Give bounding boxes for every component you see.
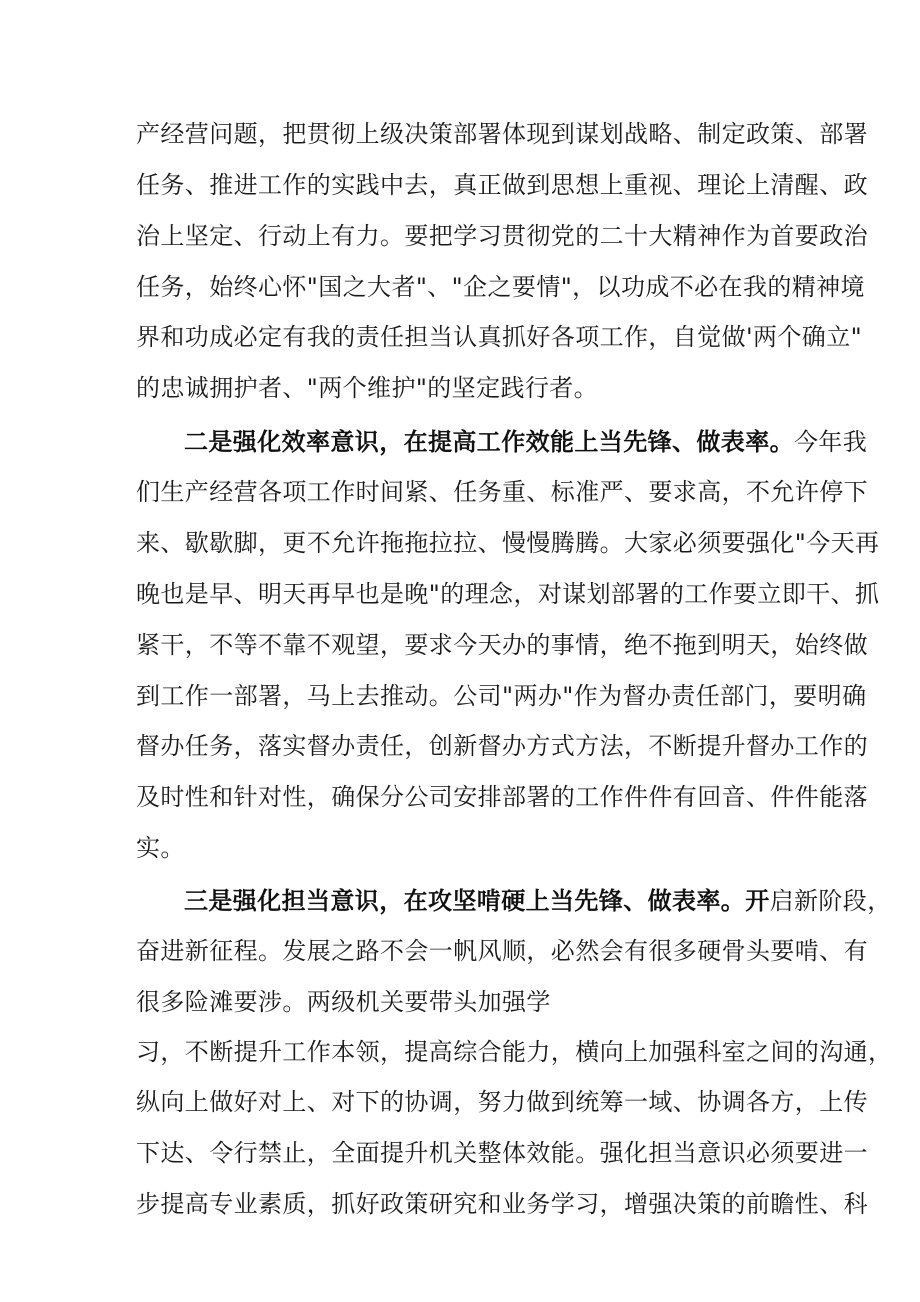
text-line: 习，不断提升工作本领，提高综合能力，横向上加强科室之间的沟通，: [136, 1038, 893, 1066]
text-line: 及时性和针对性，确保分公司安排部署的工作件件有回音、件件能落: [136, 783, 868, 811]
paragraph-3-first-line: [184, 886, 892, 916]
text-line: 步提高专业素质，抓好政策研究和业务学习，增强决策的前瞻性、科: [136, 1190, 868, 1218]
text-line: 的忠诚拥护者、"两个维护"的坚定践行者。: [136, 374, 599, 402]
text-line: 界和功成必定有我的责任担当认真抓好各项工作，自觉做'两个确立": [136, 323, 863, 351]
text-line: 纵向上做好对上、对下的协调，努力做到统筹一域、协调各方，上传: [136, 1088, 868, 1116]
text-line: 实。: [136, 834, 185, 862]
text-line: 很多险滩要涉。两级机关要带头加强学: [136, 988, 551, 1016]
paragraph-2-first-line: [184, 427, 868, 457]
text-line: 督办任务，落实督办责任，创新督办方式方法，不断提升督办工作的: [136, 732, 868, 760]
text-line: 晚也是早、明天再早也是晚"的理念，对谋划部署的工作要立即干、抓: [136, 580, 880, 608]
paragraph-3-heading: 三是强化担当意识，在攻坚啃硬上当先锋、做表率。开: [184, 887, 770, 915]
text-line: 治上坚定、行动上有力。要把学习贯彻党的二十大精神作为首要政治: [136, 222, 868, 250]
text-line: 下达、令行禁止，全面提升机关整体效能。强化担当意识必须要进一: [136, 1139, 868, 1167]
paragraph-2-lead-text: 今年我: [794, 428, 868, 456]
text-line: 任务，始终心怀"国之大者"、"企之要情"，以功成不必在我的精神境: [136, 273, 865, 301]
text-line: 紧干，不等不靠不观望，要求今天办的事情，绝不拖到明天，始终做: [136, 631, 868, 659]
text-line: 们生产经营各项工作时间紧、任务重、标准严、要求高，不允许停下: [136, 478, 868, 506]
text-line: 奋进新征程。发展之路不会一帆风顺，必然会有很多硬骨头要啃、有: [136, 937, 868, 965]
text-line: 产经营问题，把贯彻上级决策部署体现到谋划战略、制定政策、部署: [136, 120, 868, 148]
text-line: 来、歇歇脚，更不允许拖拖拉拉、慢慢腾腾。大家必须要强化"今天再: [136, 529, 880, 557]
paragraph-3-lead-text: 启新阶段，: [769, 887, 892, 915]
text-line: 任务、推进工作的实践中去，真正做到思想上重视、理论上清醒、政: [136, 171, 868, 199]
paragraph-2-heading: 二是强化效率意识，在提高工作效能上当先锋、做表率。: [184, 428, 794, 456]
text-line: 到工作一部署，马上去推动。公司"两办"作为督办责任部门，要明确: [136, 682, 867, 710]
